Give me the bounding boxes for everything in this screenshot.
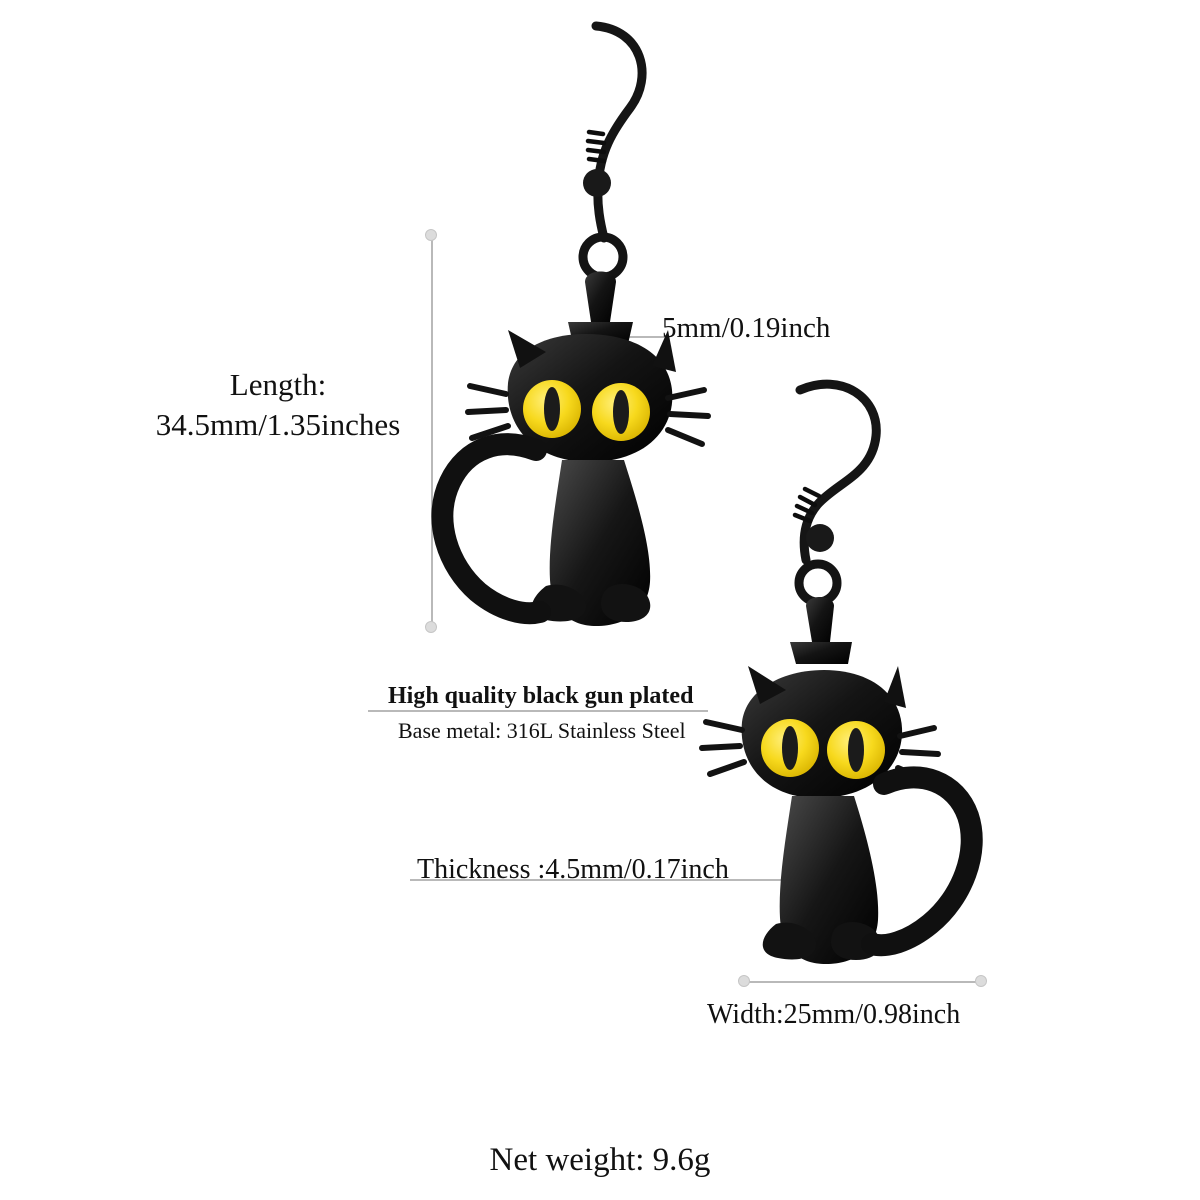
earring-lower [702,384,972,964]
net-weight-annotation: Net weight: 9.6g [489,1142,711,1178]
length-annotation-line2: 34.5mm/1.35inches [155,406,401,442]
base-metal-annotation: Base metal: 316L Stainless Steel [398,718,686,743]
length-annotation-line1: Length: [229,367,327,402]
quality-annotation: High quality black gun plated [388,683,694,709]
thickness-annotation: Thickness :4.5mm/0.17inch [417,854,729,885]
width-annotation: Width:25mm/0.98inch [707,999,961,1030]
length-annotation [118,365,438,444]
ear-hook-annotation: 5mm/0.19inch [662,312,831,344]
